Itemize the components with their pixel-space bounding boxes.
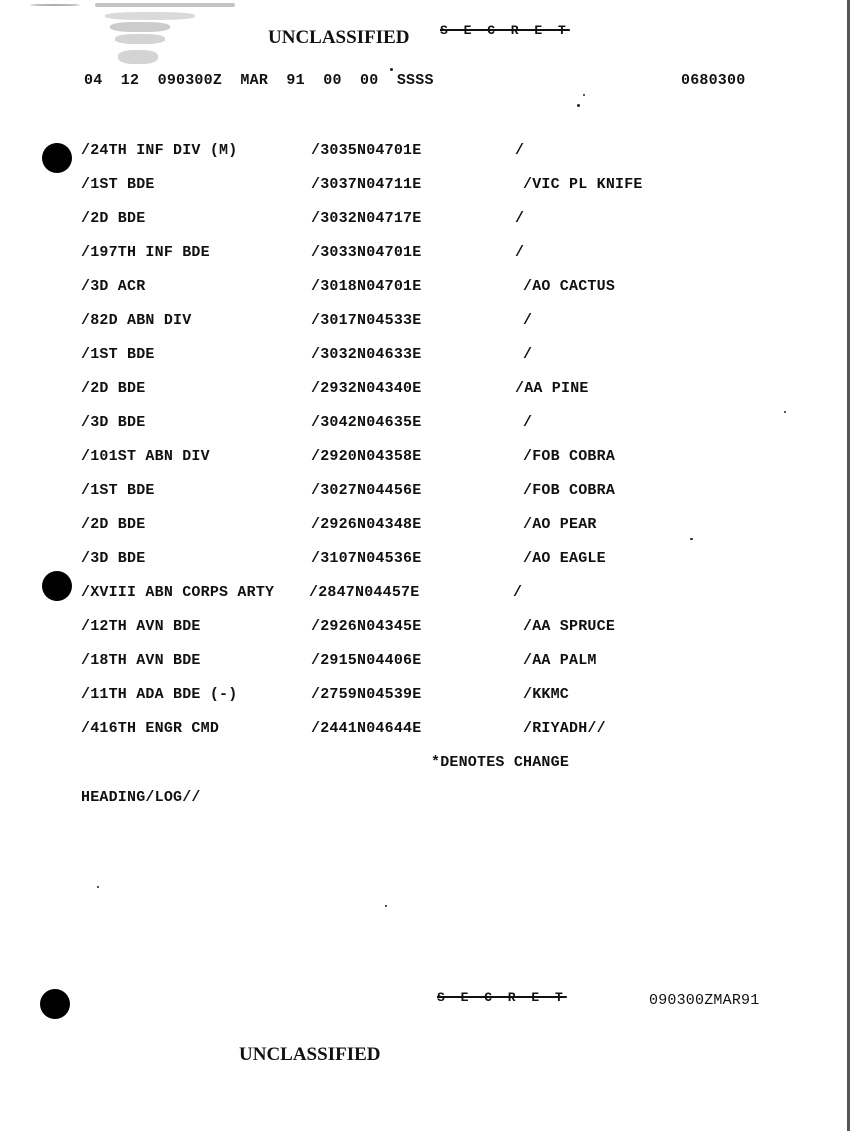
unit-coordinates: /3107N04536E: [311, 550, 422, 567]
unit-location: /: [515, 142, 525, 159]
unit-row: [0, 516, 850, 536]
unit-coordinates: /2847N04457E: [309, 584, 420, 601]
unit-name: /18TH AVN BDE: [81, 652, 201, 669]
unit-coordinates: /2932N04340E: [311, 380, 422, 397]
unit-location: /AO CACTUS: [523, 278, 616, 295]
unit-row: [0, 380, 850, 400]
unit-name: /197TH INF BDE: [81, 244, 210, 261]
unit-name: /82D ABN DIV: [81, 312, 192, 329]
unit-name: /1ST BDE: [81, 176, 155, 193]
unit-location: /AO PEAR: [523, 516, 597, 533]
unit-location: /VIC PL KNIFE: [523, 176, 643, 193]
unit-coordinates: /2915N04406E: [311, 652, 422, 669]
unit-row: [0, 312, 850, 332]
unit-coordinates: /3032N04633E: [311, 346, 422, 363]
dtg-line: 04 12 090300Z MAR 91 00 00 SSSS: [84, 72, 434, 89]
unit-row: [0, 448, 850, 468]
unit-row: [0, 142, 850, 162]
unit-row: [0, 210, 850, 230]
unit-name: /12TH AVN BDE: [81, 618, 201, 635]
classification-header: UNCLASSIFIED: [268, 27, 410, 48]
unit-name: /11TH ADA BDE (-): [81, 686, 238, 703]
unit-row: [0, 414, 850, 434]
unit-coordinates: /3037N04711E: [311, 176, 422, 193]
unit-name: /24TH INF DIV (M): [81, 142, 238, 159]
unit-name: /416TH ENGR CMD: [81, 720, 220, 737]
unit-name: /XVIII ABN CORPS ARTY: [81, 584, 275, 601]
unit-coordinates: /2441N04644E: [311, 720, 422, 737]
unit-coordinates: /2926N04348E: [311, 516, 422, 533]
unit-location: /: [523, 414, 533, 431]
change-note: *DENOTES CHANGE: [431, 754, 570, 771]
unit-coordinates: /2759N04539E: [311, 686, 422, 703]
unit-coordinates: /3033N04701E: [311, 244, 422, 261]
unit-row: [0, 244, 850, 264]
unit-location: /KKMC: [523, 686, 570, 703]
secret-marking-footer: S E C R E T: [437, 990, 567, 1005]
unit-row: [0, 584, 850, 604]
unit-row: [0, 720, 850, 740]
unit-name: /3D BDE: [81, 414, 146, 431]
unit-location: /AA SPRUCE: [523, 618, 616, 635]
unit-row: [0, 550, 850, 570]
unit-location: /AO EAGLE: [523, 550, 606, 567]
unit-row: [0, 652, 850, 672]
unit-coordinates: /2926N04345E: [311, 618, 422, 635]
unit-location: /RIYADH//: [523, 720, 606, 737]
classification-footer: UNCLASSIFIED: [239, 1044, 381, 1065]
secret-marking-header: S E C R E T: [440, 23, 570, 38]
unit-row: [0, 482, 850, 502]
unit-name: /2D BDE: [81, 516, 146, 533]
unit-name: /1ST BDE: [81, 482, 155, 499]
unit-coordinates: /3035N04701E: [311, 142, 422, 159]
unit-location: /: [513, 584, 523, 601]
unit-row: [0, 346, 850, 366]
unit-location: /: [523, 346, 533, 363]
unit-row: [0, 686, 850, 706]
unit-location: /: [515, 244, 525, 261]
unit-row: [0, 618, 850, 638]
unit-coordinates: /3018N04701E: [311, 278, 422, 295]
unit-coordinates: /3027N04456E: [311, 482, 422, 499]
unit-location: /: [523, 312, 533, 329]
unit-coordinates: /3042N04635E: [311, 414, 422, 431]
heading-log: HEADING/LOG//: [81, 789, 201, 806]
unit-name: /2D BDE: [81, 210, 146, 227]
punch-hole: [40, 989, 70, 1019]
message-number: 0680300: [681, 72, 746, 89]
unit-name: /3D BDE: [81, 550, 146, 567]
unit-row: [0, 278, 850, 298]
unit-name: /2D BDE: [81, 380, 146, 397]
unit-location: /AA PALM: [523, 652, 597, 669]
footer-dtg: 090300ZMAR91: [649, 992, 760, 1009]
unit-location: /FOB COBRA: [523, 482, 616, 499]
unit-coordinates: /3032N04717E: [311, 210, 422, 227]
unit-name: /1ST BDE: [81, 346, 155, 363]
unit-location: /AA PINE: [515, 380, 589, 397]
unit-name: /3D ACR: [81, 278, 146, 295]
unit-location: /FOB COBRA: [523, 448, 616, 465]
unit-coordinates: /2920N04358E: [311, 448, 422, 465]
unit-coordinates: /3017N04533E: [311, 312, 422, 329]
unit-row: [0, 176, 850, 196]
unit-name: /101ST ABN DIV: [81, 448, 210, 465]
unit-location: /: [515, 210, 525, 227]
